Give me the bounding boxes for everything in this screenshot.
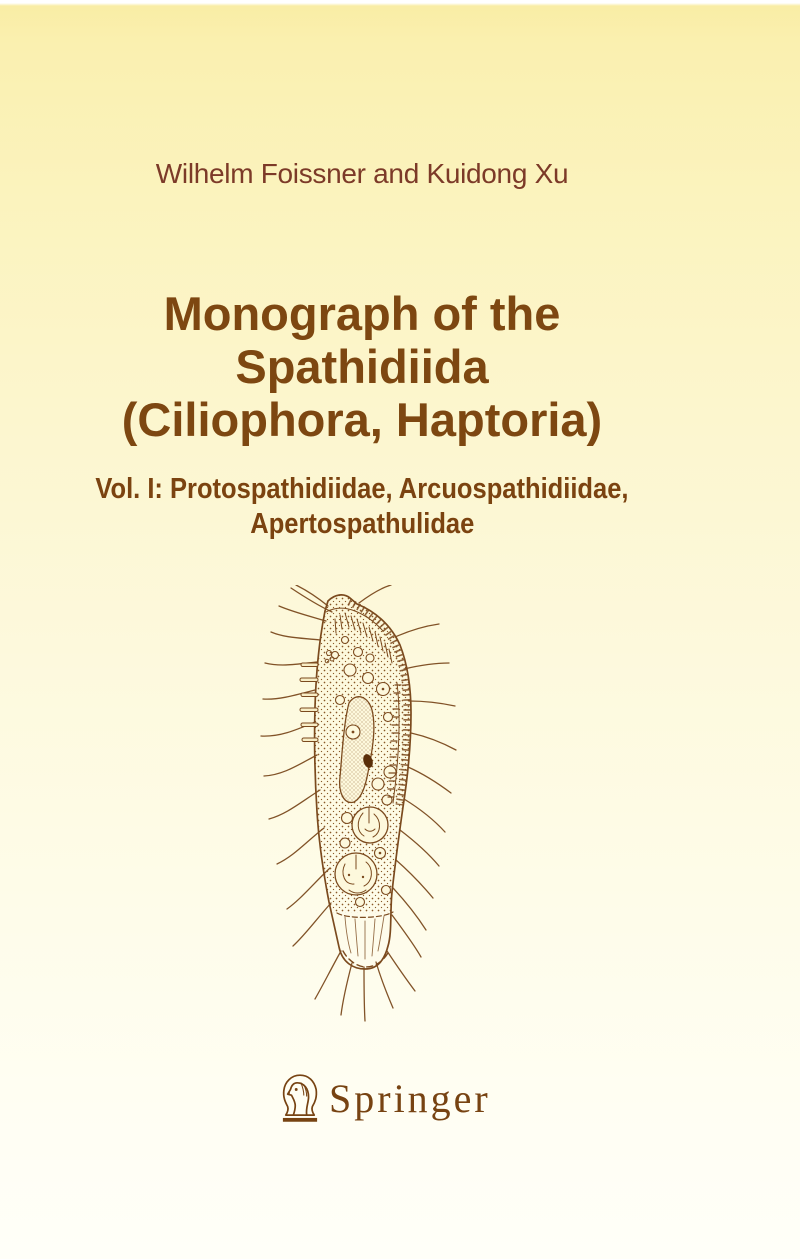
- ciliate-illustration: [245, 585, 535, 1025]
- author-line: Wilhelm Foissner and Kuidong Xu: [155, 158, 569, 189]
- springer-wordmark: Springer: [329, 1076, 491, 1121]
- springer-horse-icon: [281, 1073, 319, 1123]
- subtitle-line-2: Apertospathulidae: [249, 508, 475, 540]
- title-line-2: Spathidiida: [235, 340, 489, 393]
- springer-logo: [281, 1071, 491, 1123]
- title-line-3: (Ciliophora, Haptoria): [121, 393, 603, 446]
- book-title: [0, 287, 724, 446]
- volume-subtitle: [0, 472, 724, 542]
- title-line-1: Monograph of the: [163, 287, 561, 340]
- subtitle-line-1: Vol. I: Protospathidiidae, Arcuospathidiidae,: [95, 473, 629, 505]
